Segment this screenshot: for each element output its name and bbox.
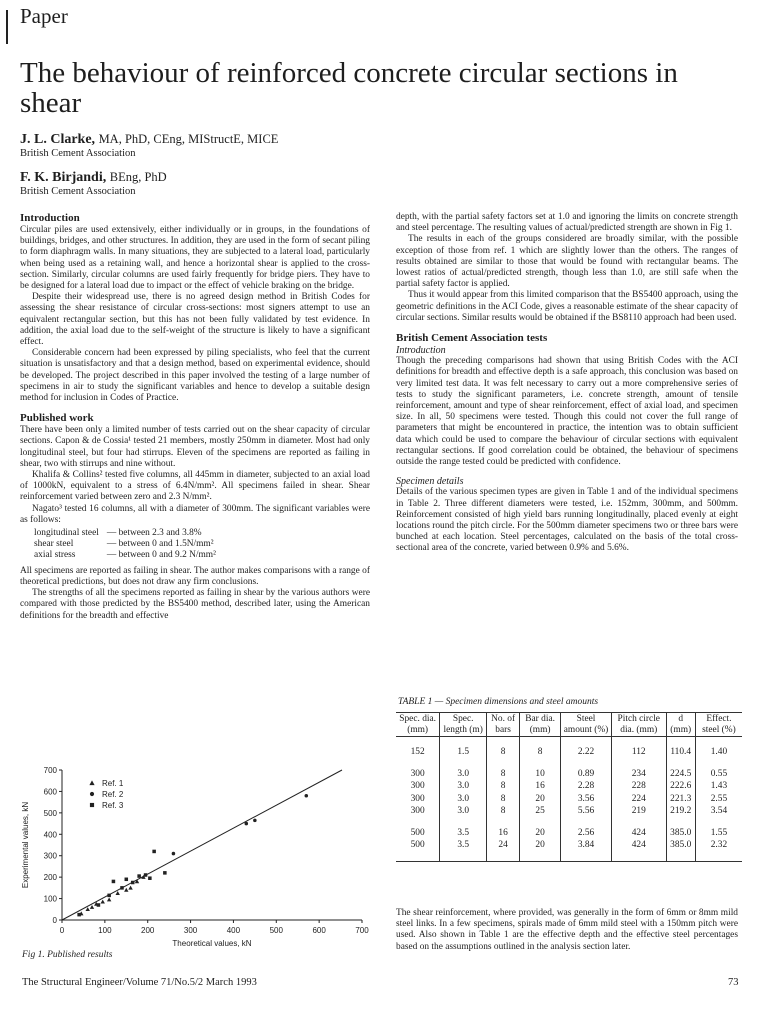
data-point-square [148, 876, 152, 880]
table-cell: 0.89 [561, 768, 612, 781]
table-cell: 16 [487, 827, 520, 840]
data-point-circle [245, 822, 249, 826]
paragraph: The strengths of all the specimens reported as failing in shear by the various authors were compared with those predicted by the BS5400 method, described later, using the American definitions for the breadth and effective [20, 588, 370, 621]
x-tick-label: 500 [269, 926, 283, 935]
table-cell: 25 [520, 805, 561, 818]
x-tick-label: 600 [312, 926, 326, 935]
table-cell: 3.54 [695, 805, 742, 818]
x-tick-label: 400 [226, 926, 241, 935]
table-header-cell: Pitch circle dia. (mm) [611, 713, 666, 737]
table-cell: 424 [611, 839, 666, 852]
x-tick-label: 300 [183, 926, 198, 935]
table-cell: 224.5 [666, 768, 695, 781]
table-1 [396, 712, 742, 862]
data-point-square [152, 850, 156, 854]
paragraph: Nagato³ tested 16 columns, all with a diameter of 300mm. The significant variables were as follows: [20, 503, 370, 525]
table-cell: 20 [520, 839, 561, 852]
table-row [396, 839, 742, 852]
y-tick-label: 600 [43, 787, 57, 797]
y-tick-label: 0 [52, 916, 57, 925]
table-cell: 3.5 [440, 827, 487, 840]
table-cell: 8 [520, 746, 561, 759]
data-point-square [77, 913, 81, 917]
table-cell: 424 [611, 827, 666, 840]
paragraph: The results in each of the groups considered are broadly similar, with the possible exception of those from ref. 1 which are slightly lower than the others. The ranges of results obtained are similar to those that would be found with rectangular beams. The lowest ratios of actual/predicted strength, though less than 1.0, are still safe when the partial safety factor is applied. [396, 234, 738, 290]
table-cell: 8 [487, 780, 520, 793]
data-point-triangle [107, 897, 111, 901]
paragraph: Thus it would appear from this limited comparison that the BS5400 approach, using the geometric definitions in the ACI Code, gives a reasonable estimate of the shear capacity of circular sections. Similar results would be obtained if the BS8110 approach had been used. [396, 290, 738, 323]
data-point-square [107, 894, 111, 898]
paragraph: There have been only a limited number of tests carried out on the shear capacity of circular sections. Capon & de Cossia¹ tested 21 members, mostly 250mm in diameter. Most had only longitudinal steel, but four had stirrups. Eleven of the specimens are reported as failing in shear, two with stirrups and nine without. [20, 425, 370, 469]
table-cell: 8 [487, 793, 520, 806]
data-point-triangle [101, 900, 105, 904]
table-spacer [396, 852, 742, 861]
variable-row: longitudinal steel — between 2.3 and 3.8% [34, 528, 202, 539]
table-cell: 0.55 [695, 768, 742, 781]
table-cell: 3.5 [440, 839, 487, 852]
data-point-circle [253, 819, 257, 823]
margin-bracket [6, 10, 8, 44]
table-cell: 500 [410, 827, 425, 838]
paragraph: All specimens are reported as failing in shear. The author makes comparisons with a range of theoretical predictions, but does not draw any firm conclusions. [20, 565, 370, 587]
table-cell: 300 [410, 781, 425, 791]
table-header-cell: Spec. dia. (mm) [396, 713, 440, 737]
paragraph: Considerable concern had been expressed by piling specialists, who feel that the current situation is unsatisfactory and that a design method, based on experimental evidence, should be developed. The project described in this paper involved the testing of a large number of specimens in air to study the significant variables and hence to develop a suitable design method for inclusion in Codes of Practice. [20, 348, 370, 404]
table-cell: 1.55 [695, 827, 742, 840]
table-cell: 20 [520, 827, 561, 840]
table-cell: 221.3 [666, 793, 695, 806]
author-block-2 [20, 170, 520, 197]
legend-label: Ref. 2 [102, 790, 124, 799]
subheading: Introduction [396, 345, 446, 357]
x-tick-label: 100 [98, 926, 112, 935]
paragraph: Though the preceding comparisons had shown that using British Codes with the ACI definitions for breadth and effective depth is a safe approach, this conclusion was based on very limited test data. It was felt necessary to carry out a more comprehensive series of tests to study the significant parameters, i.e. concrete strength, amount of tensile reinforcement, amount and type of shear reinforcement, effect of axial load, and specimen size. In all, 50 specimens were tested. Though this could not cover the full range of parameters that might be encountered in practice, the intention was to obtain sufficient data which could be used to compare the behaviour of circular sections with equivalent rectangular sections. If good correlation could be obtained, the behaviour of specimens outside the range tested could be predicted with confidence. [396, 356, 738, 468]
table-cell: 3.56 [561, 793, 612, 806]
table-cell: 152 [410, 747, 425, 757]
paragraph: Khalifa & Collins² tested five columns, all 445mm in diameter, subjected to an axial load of 1000kN, equivalent to a stress of 6.4N/mm². All specimens failed in shear. Shear reinforcement varied between zero and 2.3 N/mm². [20, 470, 370, 503]
paragraph: The shear reinforcement, where provided, was generally in the form of 6mm or 8mm mild steel links. In a few specimens, spirals made of 6mm mild steel with a 150mm pitch were used. Also shown in Table 1 are the effective depth and the effective steel percentages based on the assumptions outlined in the analysis section later. [396, 908, 738, 952]
author-qualifications: BEng, PhD [109, 170, 167, 184]
page-number: 73 [728, 977, 739, 988]
table-cell: 3.0 [440, 768, 487, 781]
table-row [396, 793, 742, 806]
y-axis-label: Experimental values, kN [21, 801, 30, 889]
right-column [396, 212, 738, 555]
table-cell: 110.4 [666, 746, 695, 759]
author-affiliation: British Cement Association [20, 148, 136, 159]
author-name: J. L. Clarke, [20, 132, 96, 147]
table-cell: 500 [410, 840, 425, 850]
table-row [396, 780, 742, 793]
table-header-cell: No. of bars [487, 713, 520, 737]
left-column [20, 212, 370, 622]
data-point-square [137, 874, 141, 878]
table-cell: 228 [611, 780, 666, 793]
paper-title: The behaviour of reinforced concrete circular sections in shear [20, 57, 678, 119]
table-cell: 112 [611, 746, 666, 759]
data-point-triangle [89, 780, 94, 785]
table-header-cell: Steel amount (%) [561, 713, 612, 737]
table-cell: 1.40 [695, 746, 742, 759]
data-point-triangle [86, 907, 90, 911]
bca-tests-heading: British Cement Association tests [396, 332, 548, 345]
table-header-cell: Bar dia. (mm) [520, 713, 561, 737]
table-cell: 3.0 [440, 793, 487, 806]
variable-row: shear steel — between 0 and 1.5N/mm² [34, 539, 214, 550]
data-point-circle [305, 794, 309, 798]
data-point-circle [172, 852, 176, 856]
table-cell: 3.0 [440, 805, 487, 818]
data-point-square [90, 803, 94, 807]
variables-list [34, 528, 224, 562]
table-cell: 300 [410, 793, 425, 804]
table-cell: 2.32 [695, 839, 742, 852]
table-cell: 1.5 [440, 746, 487, 759]
table-row [396, 827, 742, 840]
table-spacer [396, 759, 742, 768]
table-cell: 8 [487, 768, 520, 781]
data-point-square [144, 873, 148, 877]
table-cell: 300 [410, 806, 425, 816]
paragraph: Circular piles are used extensively, either individually or in groups, in the foundations of buildings, bridges, and other structures. In addition, they are used in the form of secant piling to form diaphragm walls. In many situations, they are subjected to a lateral load, particularly when being used as a retaining wall, and hence a horizontal shear is applied to the cross-section. Similarly, circular columns are used fairly frequently for bridge piers. They have to be designed for a lateral load due to impact or the effect of vehicle braking on the bridge. [20, 225, 370, 292]
table-cell: 3.84 [561, 839, 612, 852]
table-cell: 219 [611, 805, 666, 818]
author-affiliation: British Cement Association [20, 186, 136, 197]
y-tick-label: 300 [43, 851, 57, 861]
table-cell: 2.28 [561, 780, 612, 793]
table-cell: 20 [520, 793, 561, 806]
introduction-heading: Introduction [20, 212, 80, 224]
table-cell: 16 [520, 780, 561, 793]
table-spacer [396, 737, 742, 747]
figure-caption: Fig 1. Published results [22, 950, 113, 960]
variable-row: axial stress — between 0 and 9.2 N/mm² [34, 550, 216, 561]
paragraph: Despite their widespread use, there is no agreed design method in British Codes for assessing the shear resistance of circular cross-sections: most signers attempt to use an equivalent rectangular section, but this has not been fully validated by test evidence. In addition, the axial load due to the self-weight of the structure is likely to have a significant effect. [20, 292, 370, 348]
paragraph: depth, with the partial safety factors set at 1.0 and ignoring the limits on concrete strength and steel percentage. The resulting values of actual/predicted strength are shown in Fig 1. [396, 212, 738, 234]
table-spacer [396, 818, 742, 827]
y-tick-label: 200 [43, 873, 57, 883]
x-tick-label: 700 [355, 926, 369, 935]
table-row [396, 768, 742, 781]
data-point-square [131, 881, 135, 885]
table-cell: 2.56 [561, 827, 612, 840]
table-cell: 24 [487, 839, 520, 852]
author-block-1 [20, 132, 520, 159]
table-cell: 10 [520, 768, 561, 781]
table-cell: 300 [410, 768, 425, 779]
published-work-heading: Published work [20, 412, 94, 425]
data-point-square [120, 886, 124, 890]
table-cell: 2.22 [561, 746, 612, 759]
table-cell: 8 [487, 805, 520, 818]
table-header-cell: d (mm) [666, 713, 695, 737]
y-tick-label: 500 [43, 808, 57, 818]
table-cell: 385.0 [666, 827, 695, 840]
table-row [396, 805, 742, 818]
data-point-square [125, 878, 129, 882]
data-point-triangle [124, 888, 128, 892]
right-column-continued [396, 908, 738, 953]
subheading: Specimen details [396, 476, 464, 488]
table-row [396, 746, 742, 759]
journal-footer: The Structural Engineer/Volume 71/No.5/2 March 1993 [22, 977, 257, 988]
table-cell: 234 [611, 768, 666, 781]
section-label: Paper [20, 4, 68, 28]
y-tick-label: 700 [43, 766, 57, 775]
legend-label: Ref. 3 [102, 801, 124, 810]
table-header-cell: Spec. length (m) [440, 713, 487, 737]
table-cell: 222.6 [666, 780, 695, 793]
data-point-circle [90, 792, 94, 796]
table-cell: 1.43 [695, 780, 742, 793]
published-results-chart [4, 762, 376, 950]
author-name: F. K. Birjandi, [20, 170, 107, 185]
table-header-cell: Effect. steel (%) [695, 713, 742, 737]
y-tick-label: 100 [43, 894, 57, 904]
table-cell: 3.0 [440, 780, 487, 793]
table-cell: 385.0 [666, 839, 695, 852]
data-point-square [163, 871, 167, 875]
x-tick-label: 200 [141, 926, 155, 935]
data-point-triangle [128, 886, 132, 890]
x-tick-label: 0 [59, 926, 65, 935]
table-caption: TABLE 1 — Specimen dimensions and steel amounts [398, 697, 599, 707]
table-cell: 5.56 [561, 805, 612, 818]
y-tick-label: 400 [43, 830, 57, 840]
data-point-triangle [90, 905, 94, 909]
x-axis-label: Theoretical values, kN [172, 939, 252, 948]
table-cell: 8 [487, 746, 520, 759]
specimen-table [396, 713, 742, 861]
data-point-triangle [116, 891, 120, 895]
data-point-square [97, 903, 101, 907]
author-qualifications: MA, PhD, CEng, MIStructE, MICE [98, 132, 279, 146]
table-cell: 2.55 [695, 793, 742, 806]
table-cell: 224 [611, 793, 666, 806]
legend-label: Ref. 1 [102, 779, 124, 788]
data-point-square [112, 880, 116, 884]
paragraph: Details of the various specimen types are given in Table 1 and of the individual specimens in Table 2. Three different diameters were tested, i.e. 152mm, 300mm, and 500mm. Reinforcement consisted of high yield bars running longitudinally, placed evenly at eight locations round the pitch circle. For the 500mm diameter specimens two or three bars were bunched at each location. Steel percentages, calculated on the basis of the total cross-sectional area of the concrete, varied between 0.9% and 5.6%. [396, 487, 738, 554]
table-cell: 219.2 [666, 805, 695, 818]
